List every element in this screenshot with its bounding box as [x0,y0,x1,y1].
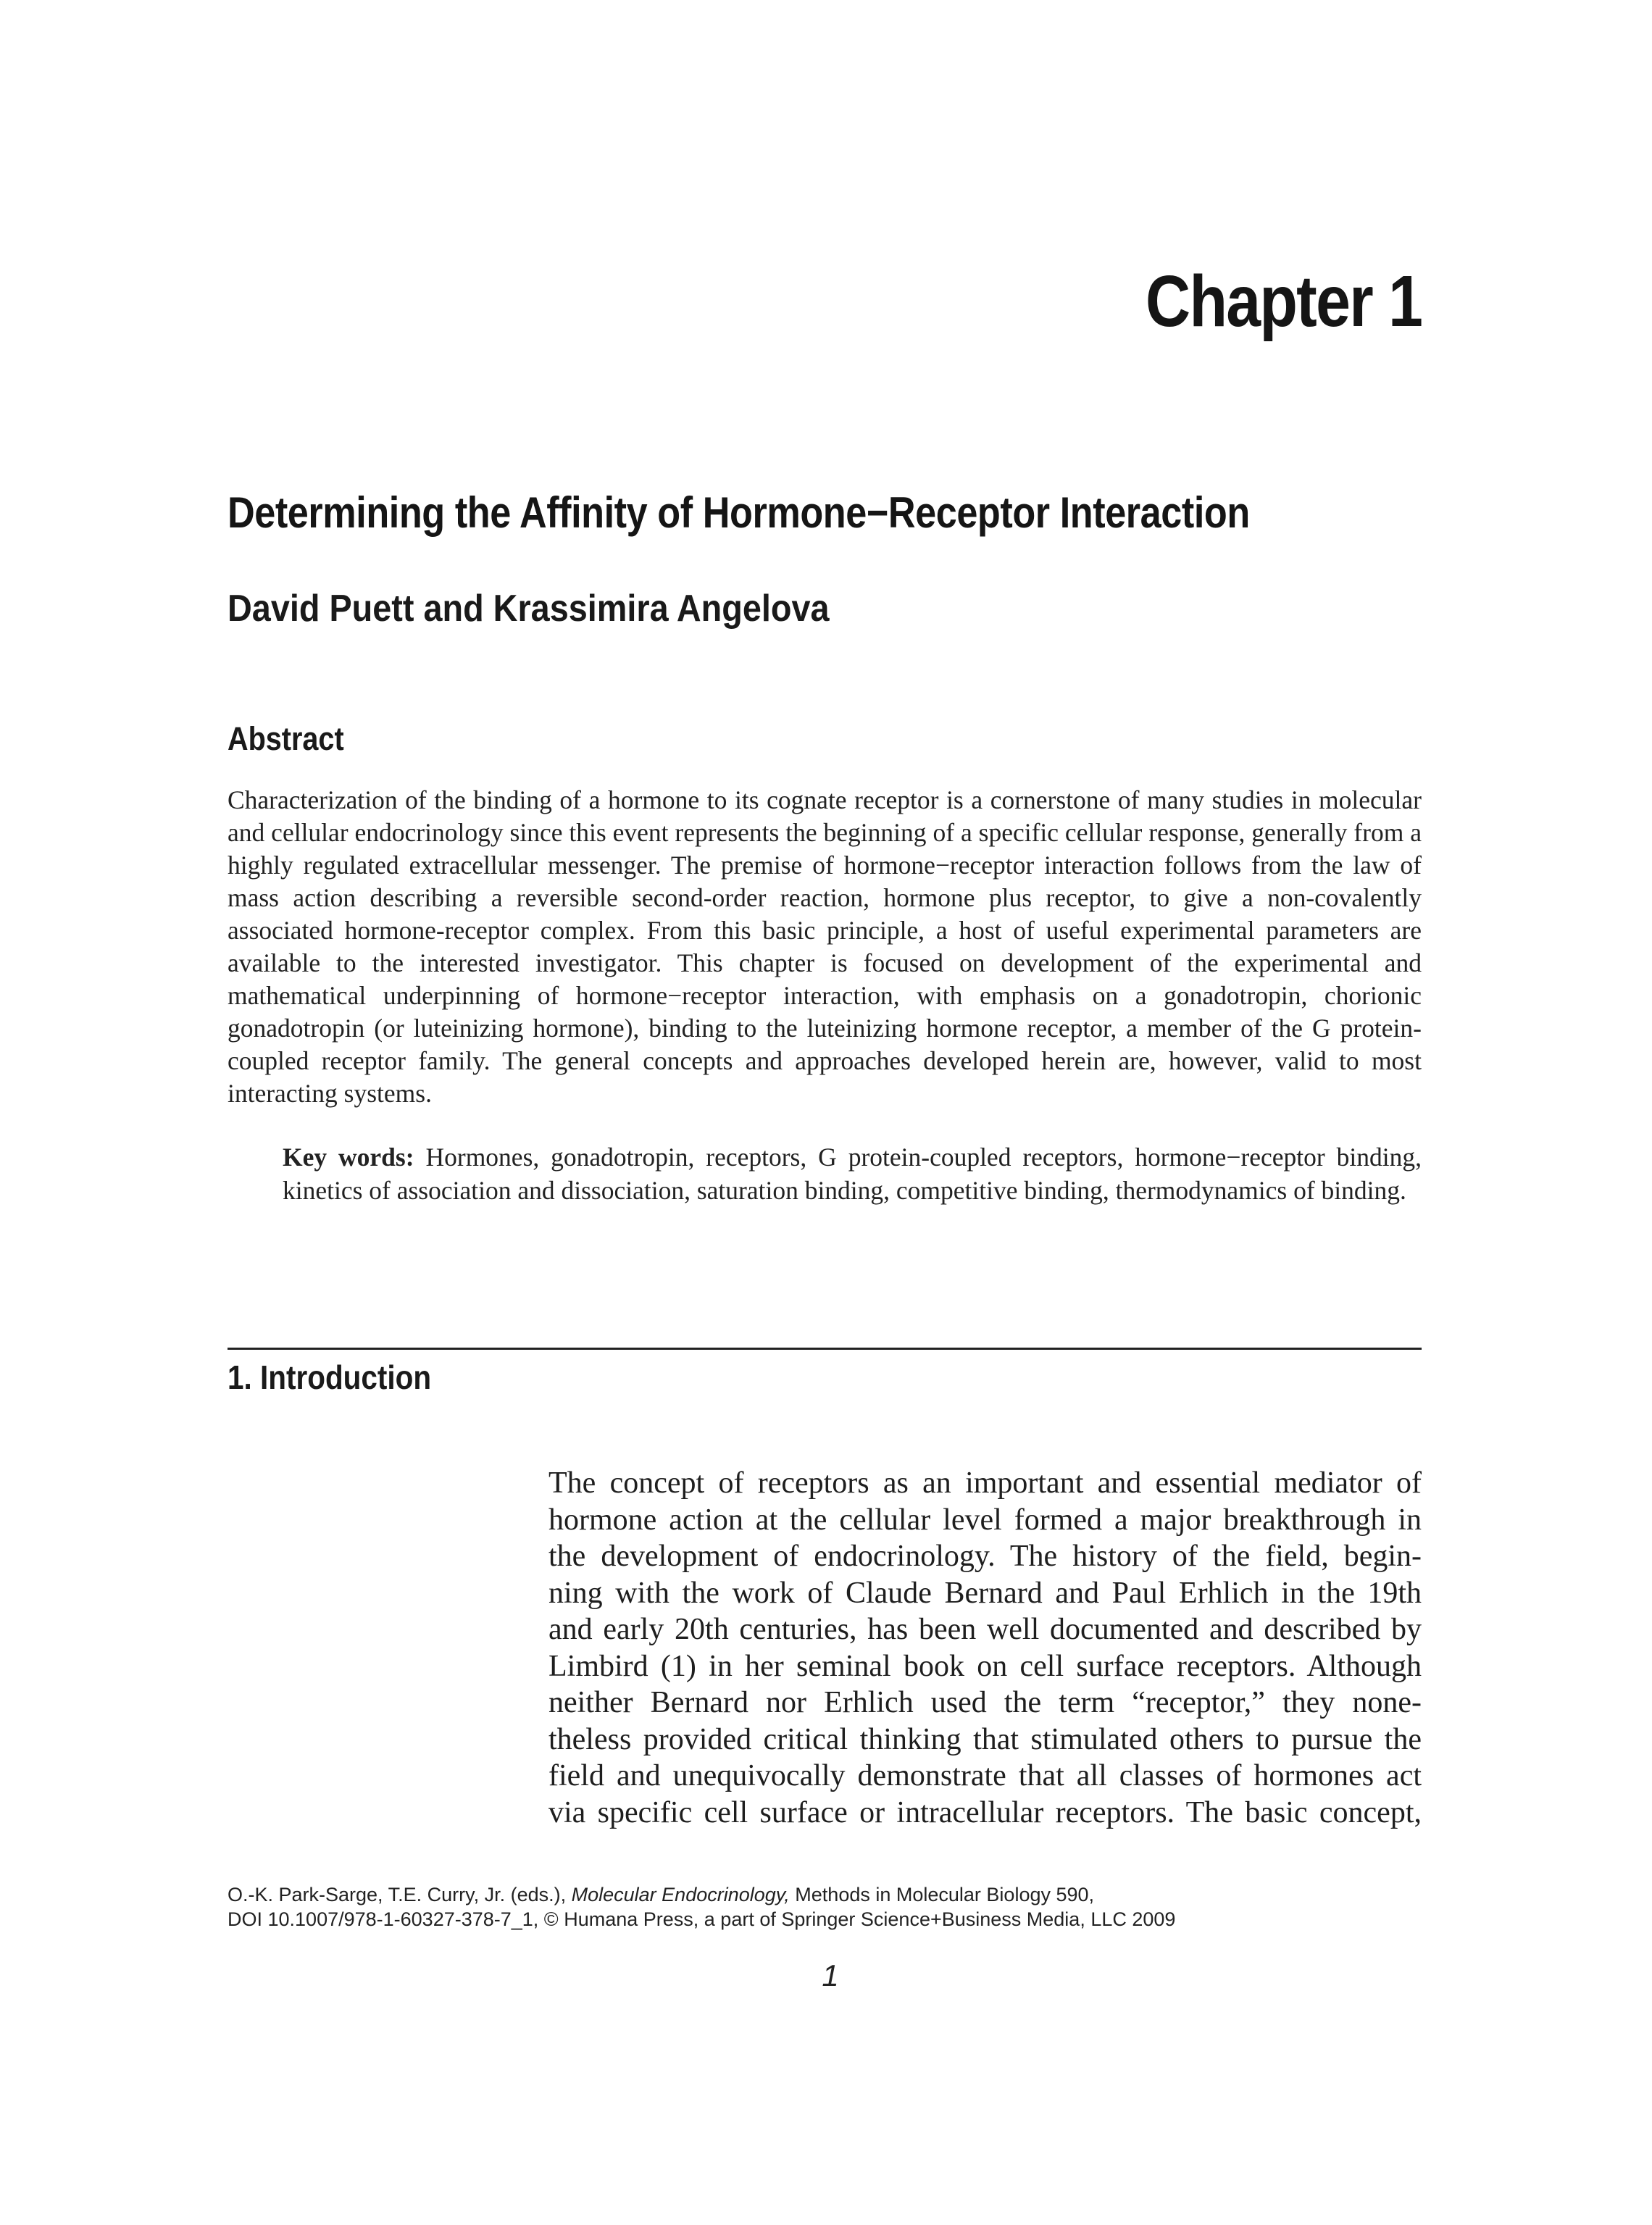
introduction-line: field and unequivocally demonstrate that all classes of hormones act [548,1759,1422,1792]
introduction-line: theless provided critical thinking that stimulated others to pursue the [548,1722,1422,1756]
citation-editors: O.-K. Park-Sarge, T.E. Curry, Jr. (eds.), [228,1884,567,1905]
introduction-line: via specific cell surface or intracellular receptors. The basic concept, [548,1795,1422,1829]
keywords-text: Hormones, gonadotropin, receptors, G protein-coupled receptors, hormone−receptor binding, kinetics of association and dissociation, saturation binding, competitive binding, thermodynamics of binding. [283,1143,1422,1205]
citation-line-1 [228,1882,1459,1907]
citation-series: Methods in Molecular Biology 590, [795,1884,1095,1905]
chapter-title: Determining the Affinity of Hormone−Receptor Interaction [228,488,1250,537]
abstract-heading: Abstract [228,720,344,757]
introduction-line: the development of endocrinology. The history of the field, begin- [548,1540,1422,1573]
introduction-line: neither Bernard nor Erhlich used the term “receptor,” they none- [548,1686,1422,1719]
introduction-line: and early 20th centuries, has been well documented and described by [548,1613,1422,1646]
introduction-line: Limbird (1) in her seminal book on cell surface receptors. Although [548,1649,1422,1683]
citation-footer [228,1882,1459,1932]
chapter-label: Chapter 1 [1145,261,1422,342]
introduction-line: ning with the work of Claude Bernard and Paul Erhlich in the 19th [548,1576,1422,1610]
page-number: 1 [822,1958,839,1992]
section-divider [228,1348,1422,1350]
citation-doi-line: DOI 10.1007/978-1-60327-378-7_1, © Humana Press, a part of Springer Science+Business Media, LLC 2009 [228,1908,1176,1930]
introduction-heading: 1. Introduction [228,1358,432,1396]
keywords-paragraph [283,1141,1422,1207]
author-line: David Puett and Krassimira Angelova [228,588,830,630]
citation-book-title: Molecular Endocrinology, [571,1884,790,1905]
introduction-text [548,1465,1422,1831]
keywords-label: Key words: [283,1143,414,1172]
introduction-line: The concept of receptors as an important and essential mediator of [548,1466,1422,1500]
introduction-line: hormone action at the cellular level formed a major breakthrough in [548,1503,1422,1537]
abstract-text: Characterization of the binding of a hormone to its cognate receptor is a cornerstone of many studies in molecular and cellular endocrinology since this event represents the beginning of a specific cellular response, generally from a highly regulated extracellular messenger. The premise of hormone−receptor interaction follows from the law of mass action describing a reversible second-order reaction, hormone plus receptor, to give a non-covalently associated hormone-receptor complex. From this basic principle, a host of useful experimental parameters are available to the interested investigator. This chapter is focused on development of the experimental and mathematical underpinning of hormone−receptor interaction, with emphasis on a gonadotropin, chorionic gonadotropin (or luteinizing hormone), binding to the luteinizing hormone receptor, a member of the G protein-coupled receptor family. The general concepts and approaches developed herein are, however, valid to most interacting systems. [228,785,1422,1108]
